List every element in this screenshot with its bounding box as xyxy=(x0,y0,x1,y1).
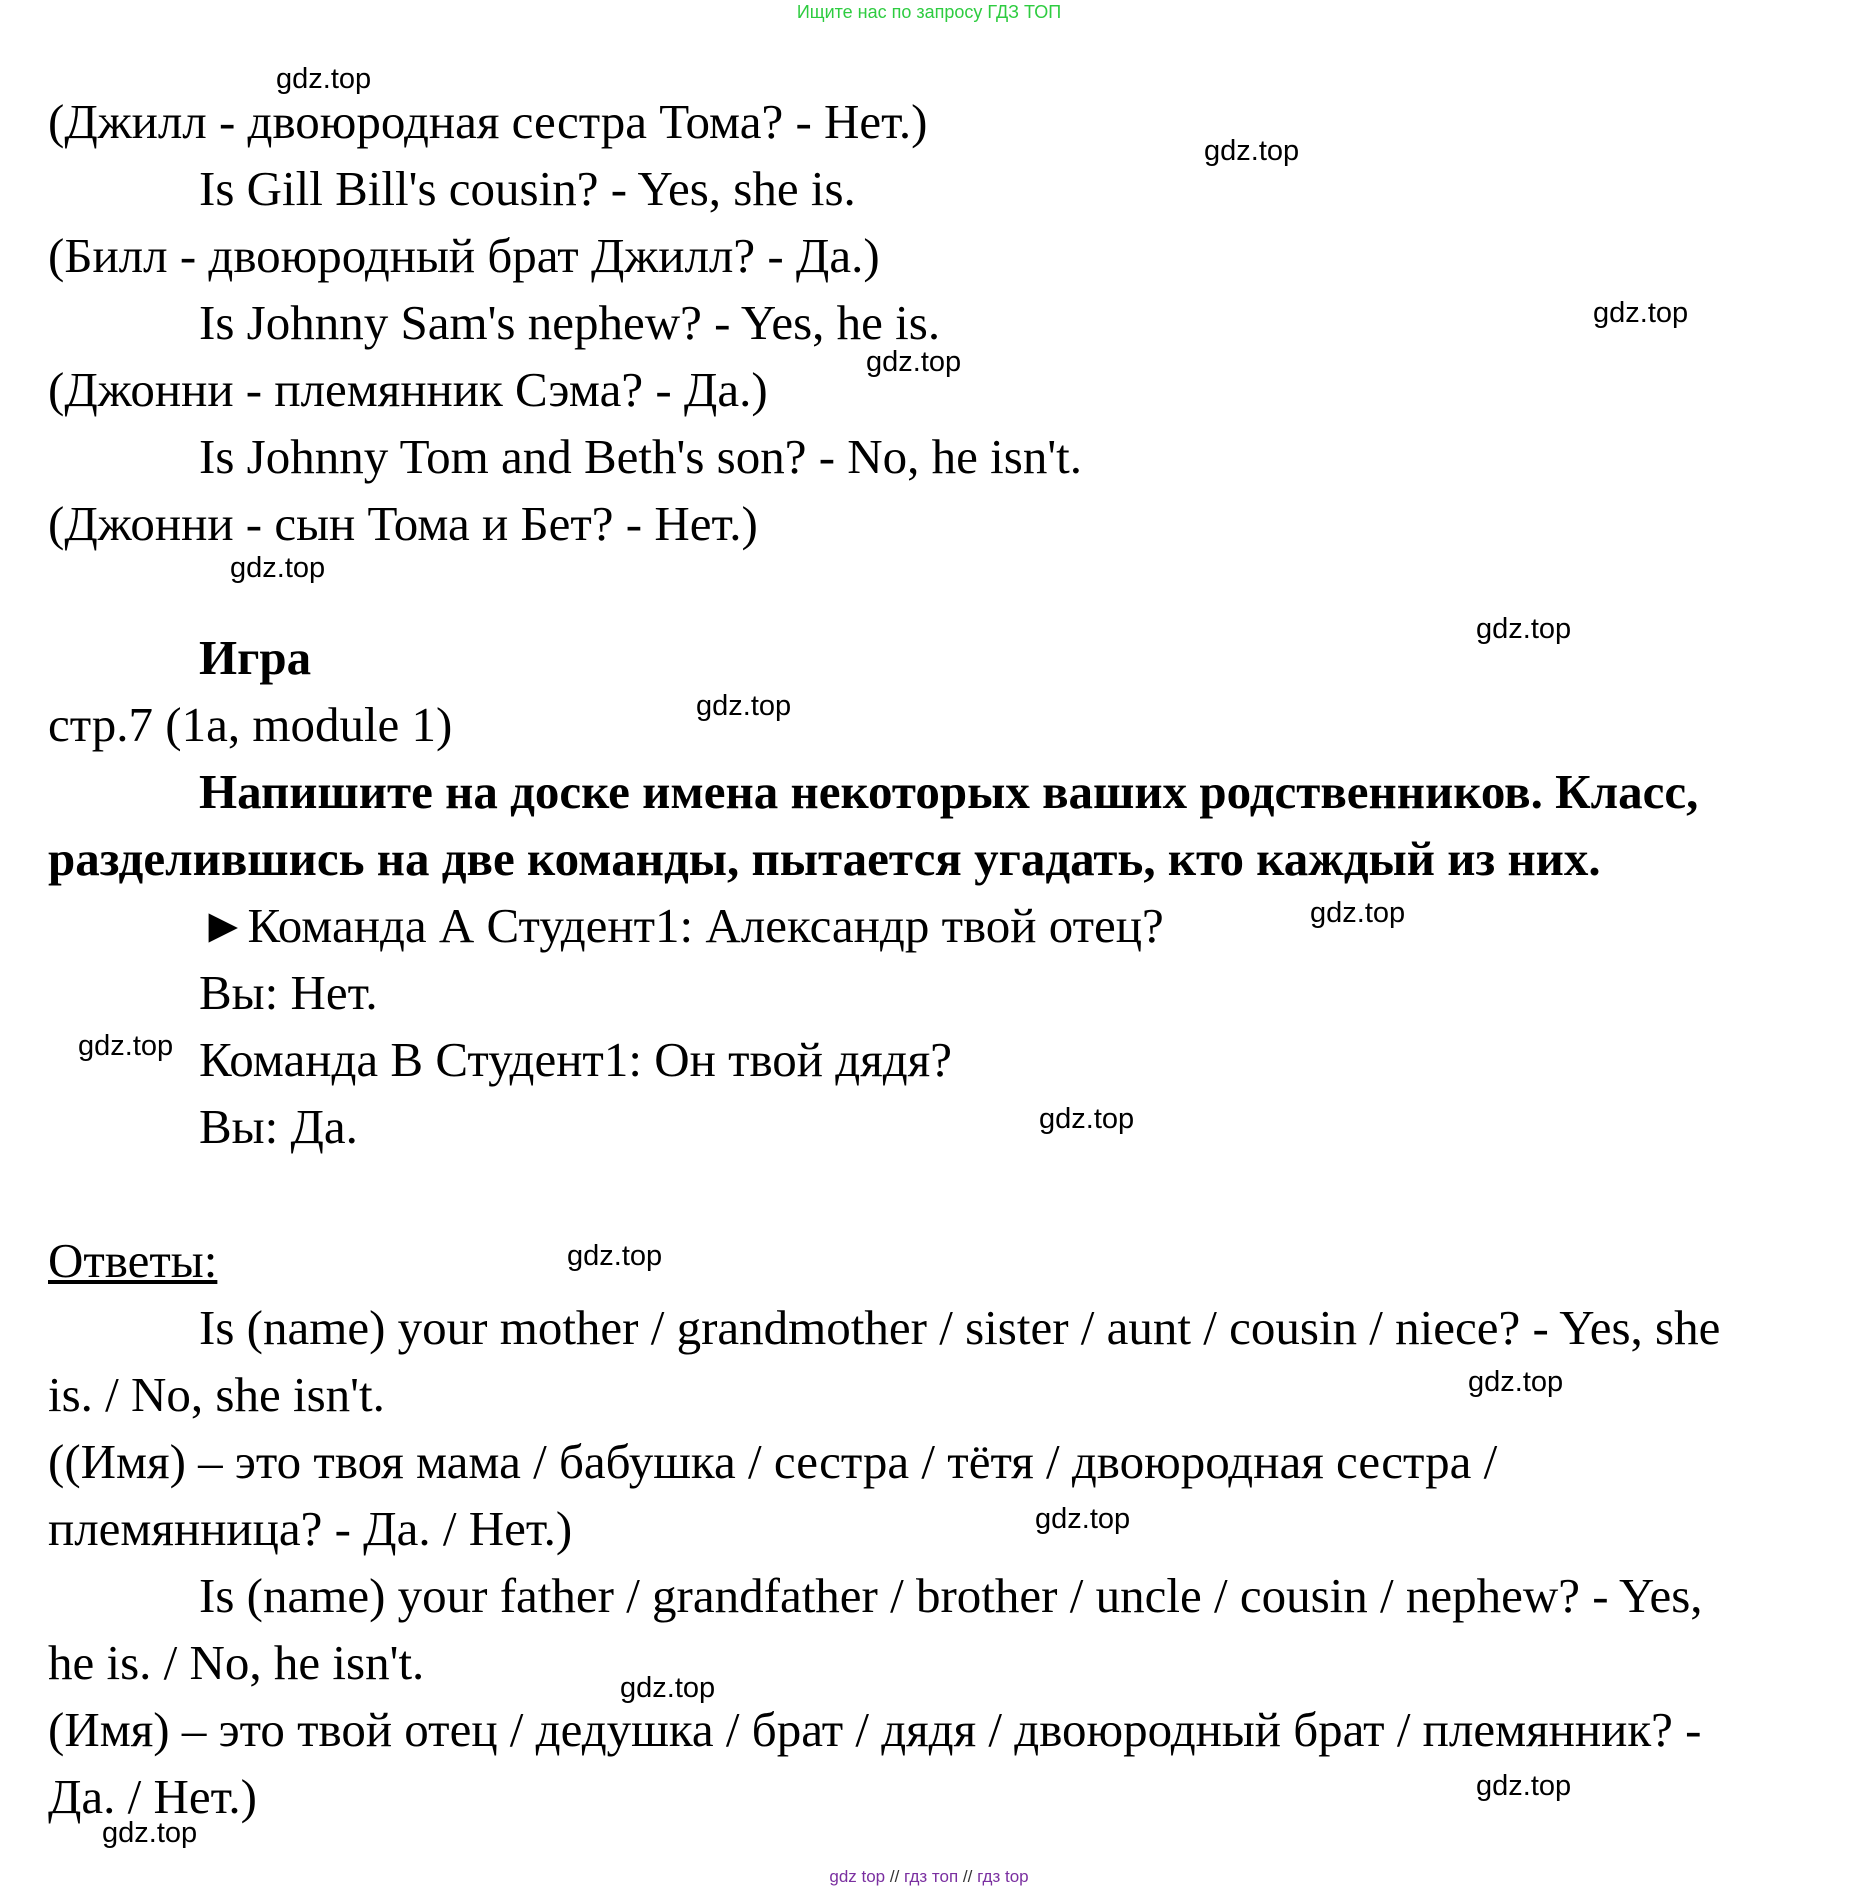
watermark: gdz.top xyxy=(696,690,792,722)
page-reference: стр.7 (1a, module 1) xyxy=(48,697,453,752)
example-line: Вы: Да. xyxy=(199,1099,358,1154)
footer-separator: // xyxy=(889,1867,900,1886)
answer-line: племянница? - Да. / Нет.) xyxy=(48,1501,573,1556)
watermark: gdz.top xyxy=(78,1030,174,1062)
watermark: gdz.top xyxy=(102,1817,198,1849)
text-line: Is Johnny Tom and Beth's son? - No, he isn't. xyxy=(199,429,1083,484)
example-line: Вы: Нет. xyxy=(199,965,378,1020)
text-line: Is Johnny Sam's nephew? - Yes, he is. xyxy=(199,295,941,350)
example-line: ►Команда А Студент1: Александр твой отец? xyxy=(199,898,1164,953)
watermark: gdz.top xyxy=(276,63,372,95)
top-banner[interactable]: Ищите нас по запросу ГДЗ ТОП xyxy=(796,2,1062,22)
example-line: Команда В Студент1: Он твой дядя? xyxy=(199,1032,952,1087)
watermark: gdz.top xyxy=(1476,613,1572,645)
watermark: gdz.top xyxy=(866,346,962,378)
footer-separator: // xyxy=(962,1867,973,1886)
watermark: gdz.top xyxy=(1204,135,1300,167)
watermark: gdz.top xyxy=(230,552,326,584)
watermark: gdz.top xyxy=(567,1240,663,1272)
task-text: Напишите на доске имена некоторых ваших родственников. Класс, xyxy=(199,764,1699,819)
answer-line: Is (name) your father / grandfather / brother / uncle / cousin / nephew? - Yes, xyxy=(199,1568,1703,1623)
answer-line: ((Имя) – это твоя мама / бабушка / сестра / тётя / двоюродная сестра / xyxy=(48,1434,1498,1489)
text-line: (Джилл - двоюродная сестра Тома? - Нет.) xyxy=(48,94,928,149)
watermark: gdz.top xyxy=(1310,897,1406,929)
footer-link[interactable]: gdz top xyxy=(829,1867,886,1886)
answer-line: he is. / No, he isn't. xyxy=(48,1635,425,1690)
text-line: (Джонни - сын Тома и Бет? - Нет.) xyxy=(48,496,758,551)
answer-line: Is (name) your mother / grandmother / sister / aunt / cousin / niece? - Yes, she xyxy=(199,1300,1721,1355)
text-line: Is Gill Bill's cousin? - Yes, she is. xyxy=(199,161,856,216)
watermark: gdz.top xyxy=(1593,297,1689,329)
task-text: разделившись на две команды, пытается угадать, кто каждый из них. xyxy=(48,831,1601,886)
watermark: gdz.top xyxy=(1476,1770,1572,1802)
watermark: gdz.top xyxy=(1035,1503,1131,1535)
text-line: (Джонни - племянник Сэма? - Да.) xyxy=(48,362,768,417)
answer-line: is. / No, she isn't. xyxy=(48,1367,385,1422)
watermark: gdz.top xyxy=(1468,1366,1564,1398)
section-title: Игра xyxy=(199,630,312,685)
answers-heading: Ответы: xyxy=(48,1233,218,1288)
watermark: gdz.top xyxy=(1039,1103,1135,1135)
text-line: (Билл - двоюродный брат Джилл? - Да.) xyxy=(48,228,880,283)
answer-line: (Имя) – это твой отец / дедушка / брат / дядя / двоюродный брат / племянник? - xyxy=(48,1702,1702,1757)
footer-links xyxy=(0,1865,1858,1889)
footer-link[interactable]: гдз топ xyxy=(904,1867,959,1886)
footer-link[interactable]: гдз top xyxy=(977,1867,1029,1886)
watermark: gdz.top xyxy=(620,1672,716,1704)
answer-line: Да. / Нет.) xyxy=(48,1769,257,1824)
